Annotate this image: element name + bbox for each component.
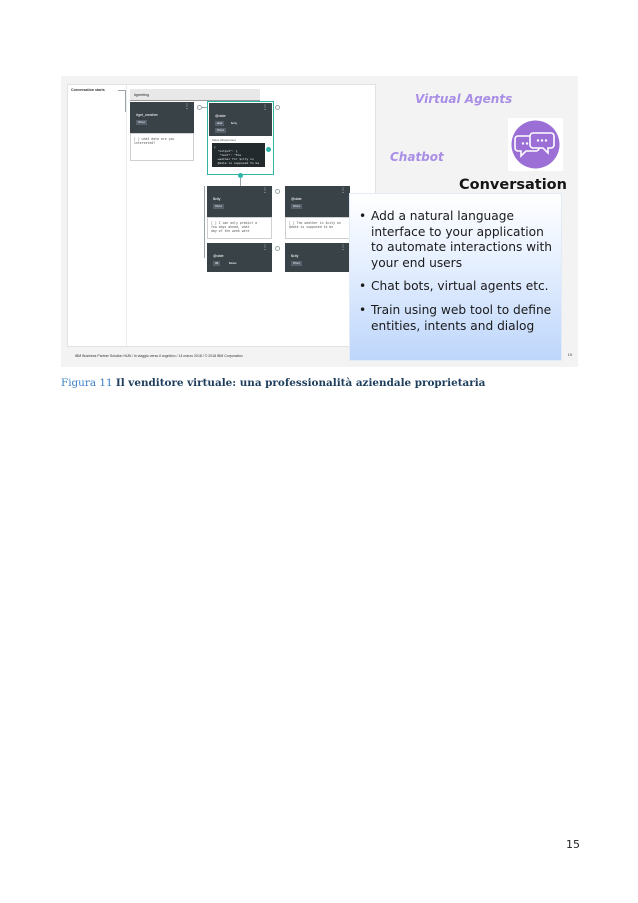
city-node-bottom[interactable] [285,243,350,272]
bullet-item: • Add a natural language interface to your application to automate interactions with your end users [358,209,558,271]
slide-figure [61,76,578,367]
jump-circle[interactable] [275,189,280,194]
start-connector-vertical [125,90,126,112]
figure-caption [61,377,485,389]
overflow-menu-icon[interactable]: ⋮ [262,188,268,194]
node-title: $city [291,254,299,258]
connector [240,178,241,186]
greeting-chip[interactable]: #greeting [130,89,260,101]
slide-number: 19 [567,353,572,357]
chatbot-label: Chatbot [390,150,444,164]
overflow-menu-icon[interactable]: ⋮ [262,105,268,111]
overflow-menu-icon[interactable]: ⋮ [262,245,268,251]
overflow-menu-icon[interactable]: ⋮ [184,104,190,110]
city-response: [ ] I can only predict a few days ahead, what day of the week were [207,217,272,239]
context-panel [209,136,272,173]
page-number: 15 [566,838,580,851]
node-condition-value: $date [229,261,237,265]
date-node-right[interactable] [285,186,350,217]
teal-handle-icon[interactable] [266,147,271,152]
conversation-starts-label: Conversation starts [71,88,105,92]
city-node[interactable] [207,186,272,217]
node-title: @date [291,197,302,201]
overflow-menu-icon[interactable]: ⋮ [340,245,346,251]
node-condition-pill: 36 [215,261,219,265]
bullet-list [358,209,558,342]
context-json-editor[interactable]: { "output": { "text": "The weather for $city on @date is supposed to be [212,143,265,167]
jump-circle[interactable] [275,105,280,110]
node-tag: If bot [293,204,300,208]
node-condition-pill: and [217,121,223,125]
slide-footer: IBM Business Partner Solution HUB / In viaggio verso il cognitivo / 14 marzo 2018 / © 2018 IBM Corporation [75,354,243,358]
get-weather-response: [ ] what data are you interested? [130,133,194,161]
bullet-item: • Train using web tool to define entities, intents and dialog [358,303,558,334]
date-node-bottom[interactable] [207,243,272,272]
dialog-builder-panel [67,84,376,347]
connector [204,186,205,258]
jump-circle[interactable] [275,246,280,251]
date-node-top[interactable] [209,103,272,136]
node-title: #get_weather [136,113,158,117]
chat-bubbles-icon [508,118,563,171]
bullet-item: • Chat bots, virtual agents etc. [358,279,558,295]
caption-prefix: Figura 11 [61,377,116,389]
panel-divider [126,85,127,346]
node-tag: If bot [293,261,300,265]
context-label: Value (Response) [212,138,236,142]
node-title: @date [215,114,226,118]
caption-title: Il venditore virtuale: una professionalità aziendale proprietaria [115,377,486,389]
node-tag: If bot [215,204,222,208]
node-title: $city [213,197,221,201]
node-tag: If bot [138,120,145,124]
overflow-menu-icon[interactable]: ⋮ [340,188,346,194]
conversation-bullet-box [350,194,561,360]
node-title: @date [213,254,224,258]
node-condition-value: $city [231,121,238,125]
date-right-response: [ ] The weather in $city on @date is supposed to be [285,217,350,239]
virtual-agents-label: Virtual Agents [415,92,513,106]
conversation-heading: Conversation [459,177,567,193]
node-tag: If bot [217,128,224,132]
get-weather-node[interactable] [130,102,194,133]
